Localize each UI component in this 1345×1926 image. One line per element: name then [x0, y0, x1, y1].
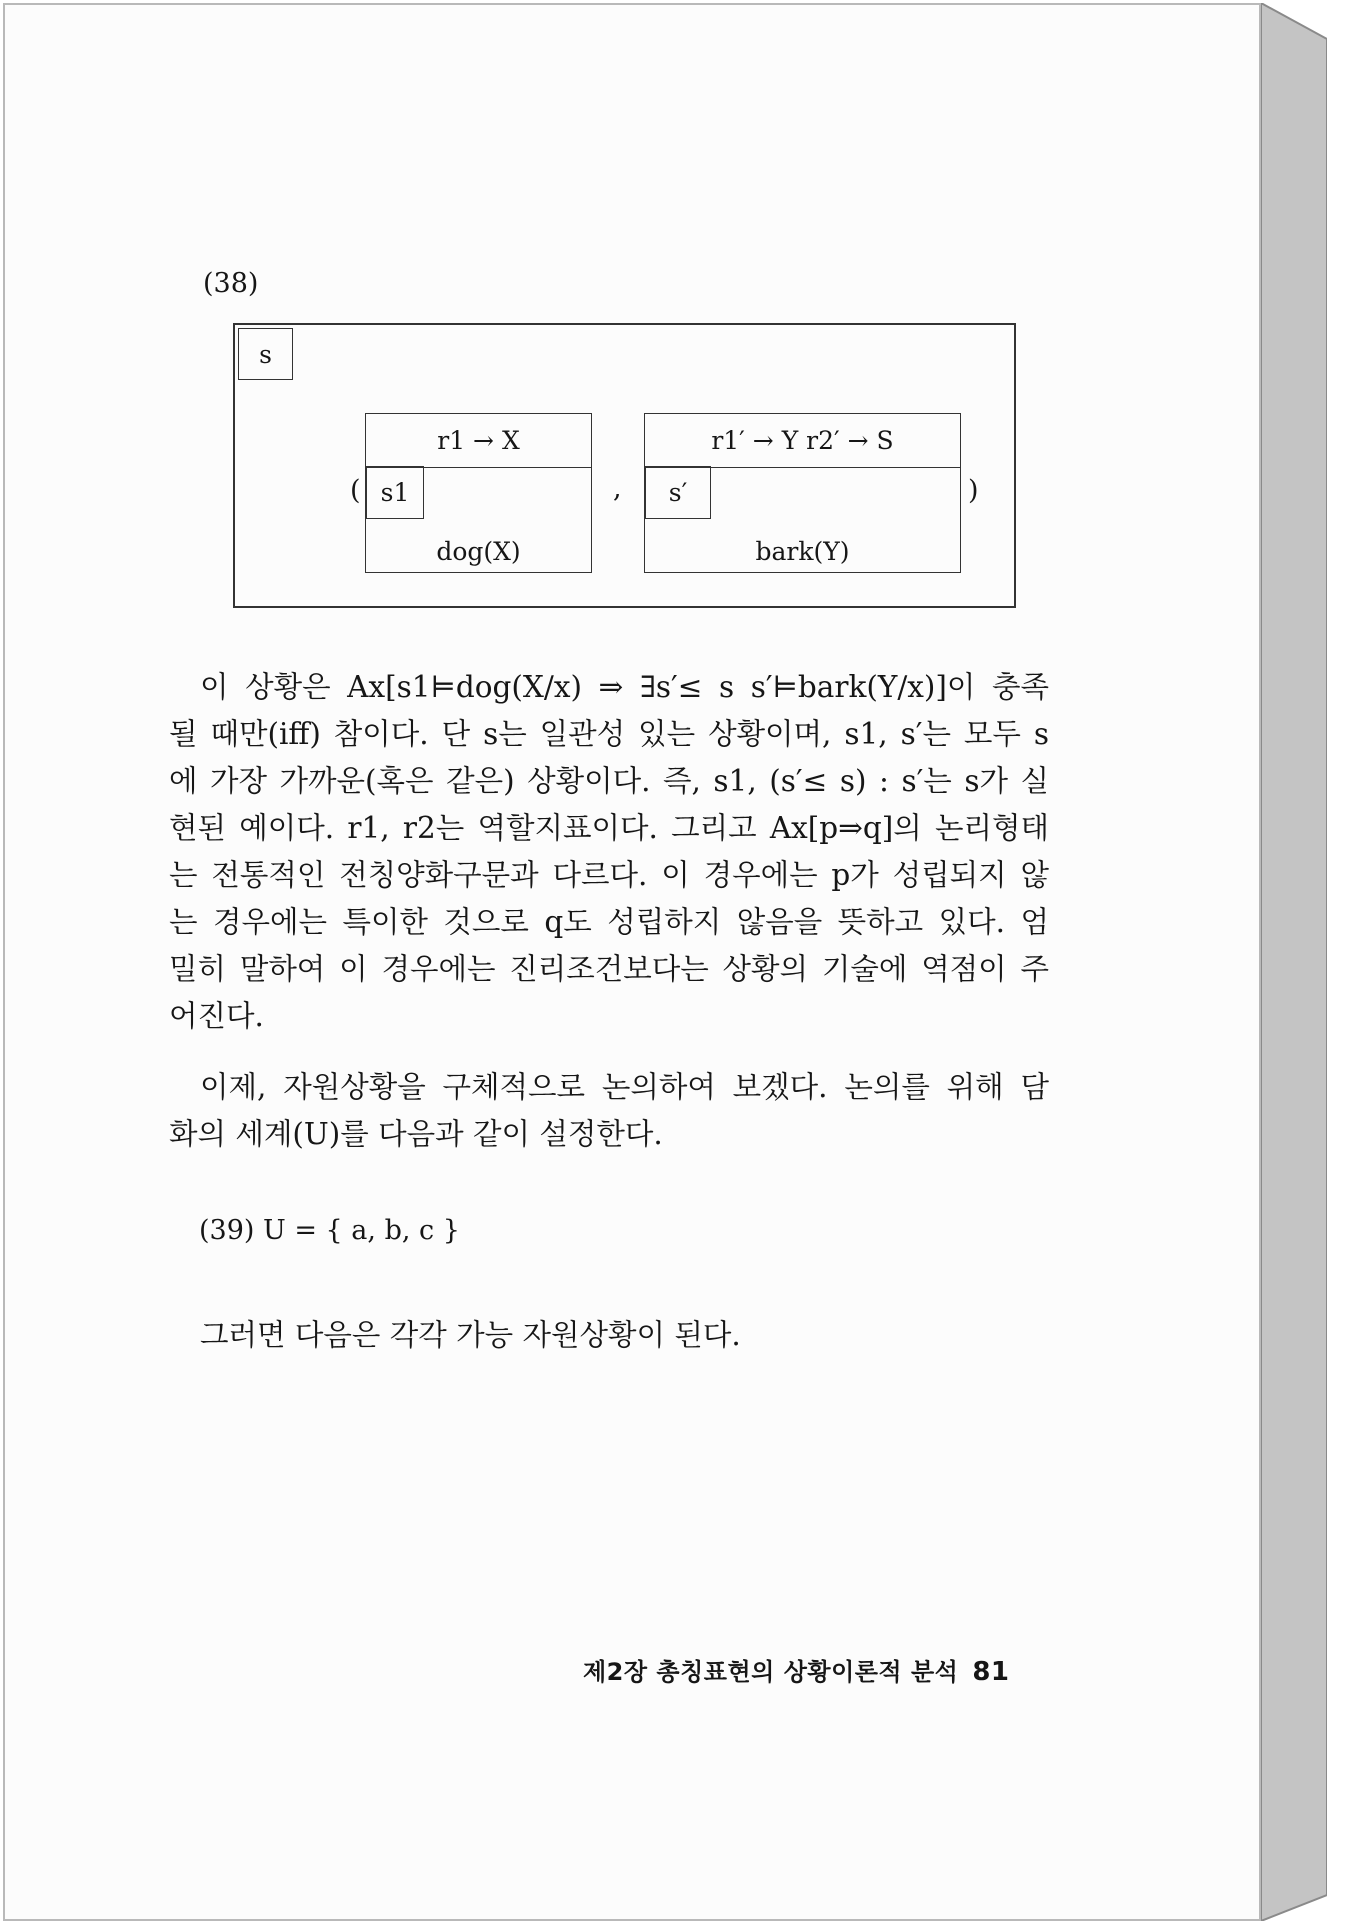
example-39: (39) U = { a, b, c } — [199, 1215, 460, 1246]
text-line: 현된 예이다. r1, r2는 역할지표이다. 그리고 Ax[p⇒q]의 논리형태 — [169, 811, 1049, 845]
page-number: 81 — [972, 1657, 1010, 1687]
open-paren: ( — [350, 475, 361, 506]
drs-diagram — [233, 323, 1016, 608]
text-line: 는 전통적인 전칭양화구문과 다르다. 이 경우에는 p가 성립되지 않 — [169, 858, 1049, 892]
left-box-label: s1 — [366, 466, 424, 519]
text-line: 에 가장 가까운(혹은 같은) 상황이다. 즉, s1, (s′≤ s) : s′는 s가 실 — [169, 764, 1049, 798]
paragraph-1 — [169, 664, 1049, 1040]
left-box — [365, 413, 592, 573]
right-box-condition: bark(Y) — [755, 536, 850, 566]
text-line: 밀히 말하여 이 경우에는 진리조건보다는 상황의 기술에 역점이 주 — [169, 952, 1049, 986]
paragraph-3 — [169, 1312, 1049, 1359]
close-paren: ) — [968, 475, 979, 506]
left-box-condition: dog(X) — [436, 536, 521, 566]
right-box — [644, 413, 961, 573]
separator-comma: , — [613, 473, 622, 504]
text-line: 그러면 다음은 각각 가능 자원상황이 된다. — [200, 1318, 741, 1352]
text-line: 어진다. — [169, 999, 264, 1033]
running-footer — [583, 1652, 1010, 1687]
text-line: 될 때만(iff) 참이다. 단 s는 일관성 있는 상황이며, s1, s′는 모두 s — [169, 717, 1049, 751]
text-line: 이 상황은 Ax[s1⊨dog(X/x) ⇒ ∃s′≤ s s′⊨bark(Y/x)]이 충족 — [200, 670, 1049, 704]
example-38-number: (38) — [203, 268, 259, 299]
left-box-head: r1 → X — [366, 414, 591, 468]
page-stack-edge — [1261, 3, 1327, 1921]
right-box-head: r1′ → Y r2′ → S — [645, 414, 960, 468]
text-line: 는 경우에는 특이한 것으로 q도 성립하지 않음을 뜻하고 있다. 엄 — [169, 905, 1049, 939]
text-line: 화의 세계(U)를 다음과 같이 설정한다. — [169, 1117, 663, 1151]
paragraph-2 — [169, 1064, 1049, 1158]
text-line: 이제, 자원상황을 구체적으로 논의하여 보겠다. 논의를 위해 담 — [200, 1070, 1049, 1104]
running-head: 제2장 총칭표현의 상황이론적 분석 — [583, 1658, 959, 1686]
right-box-label: s′ — [645, 466, 711, 519]
outer-situation-label: s — [238, 328, 293, 380]
